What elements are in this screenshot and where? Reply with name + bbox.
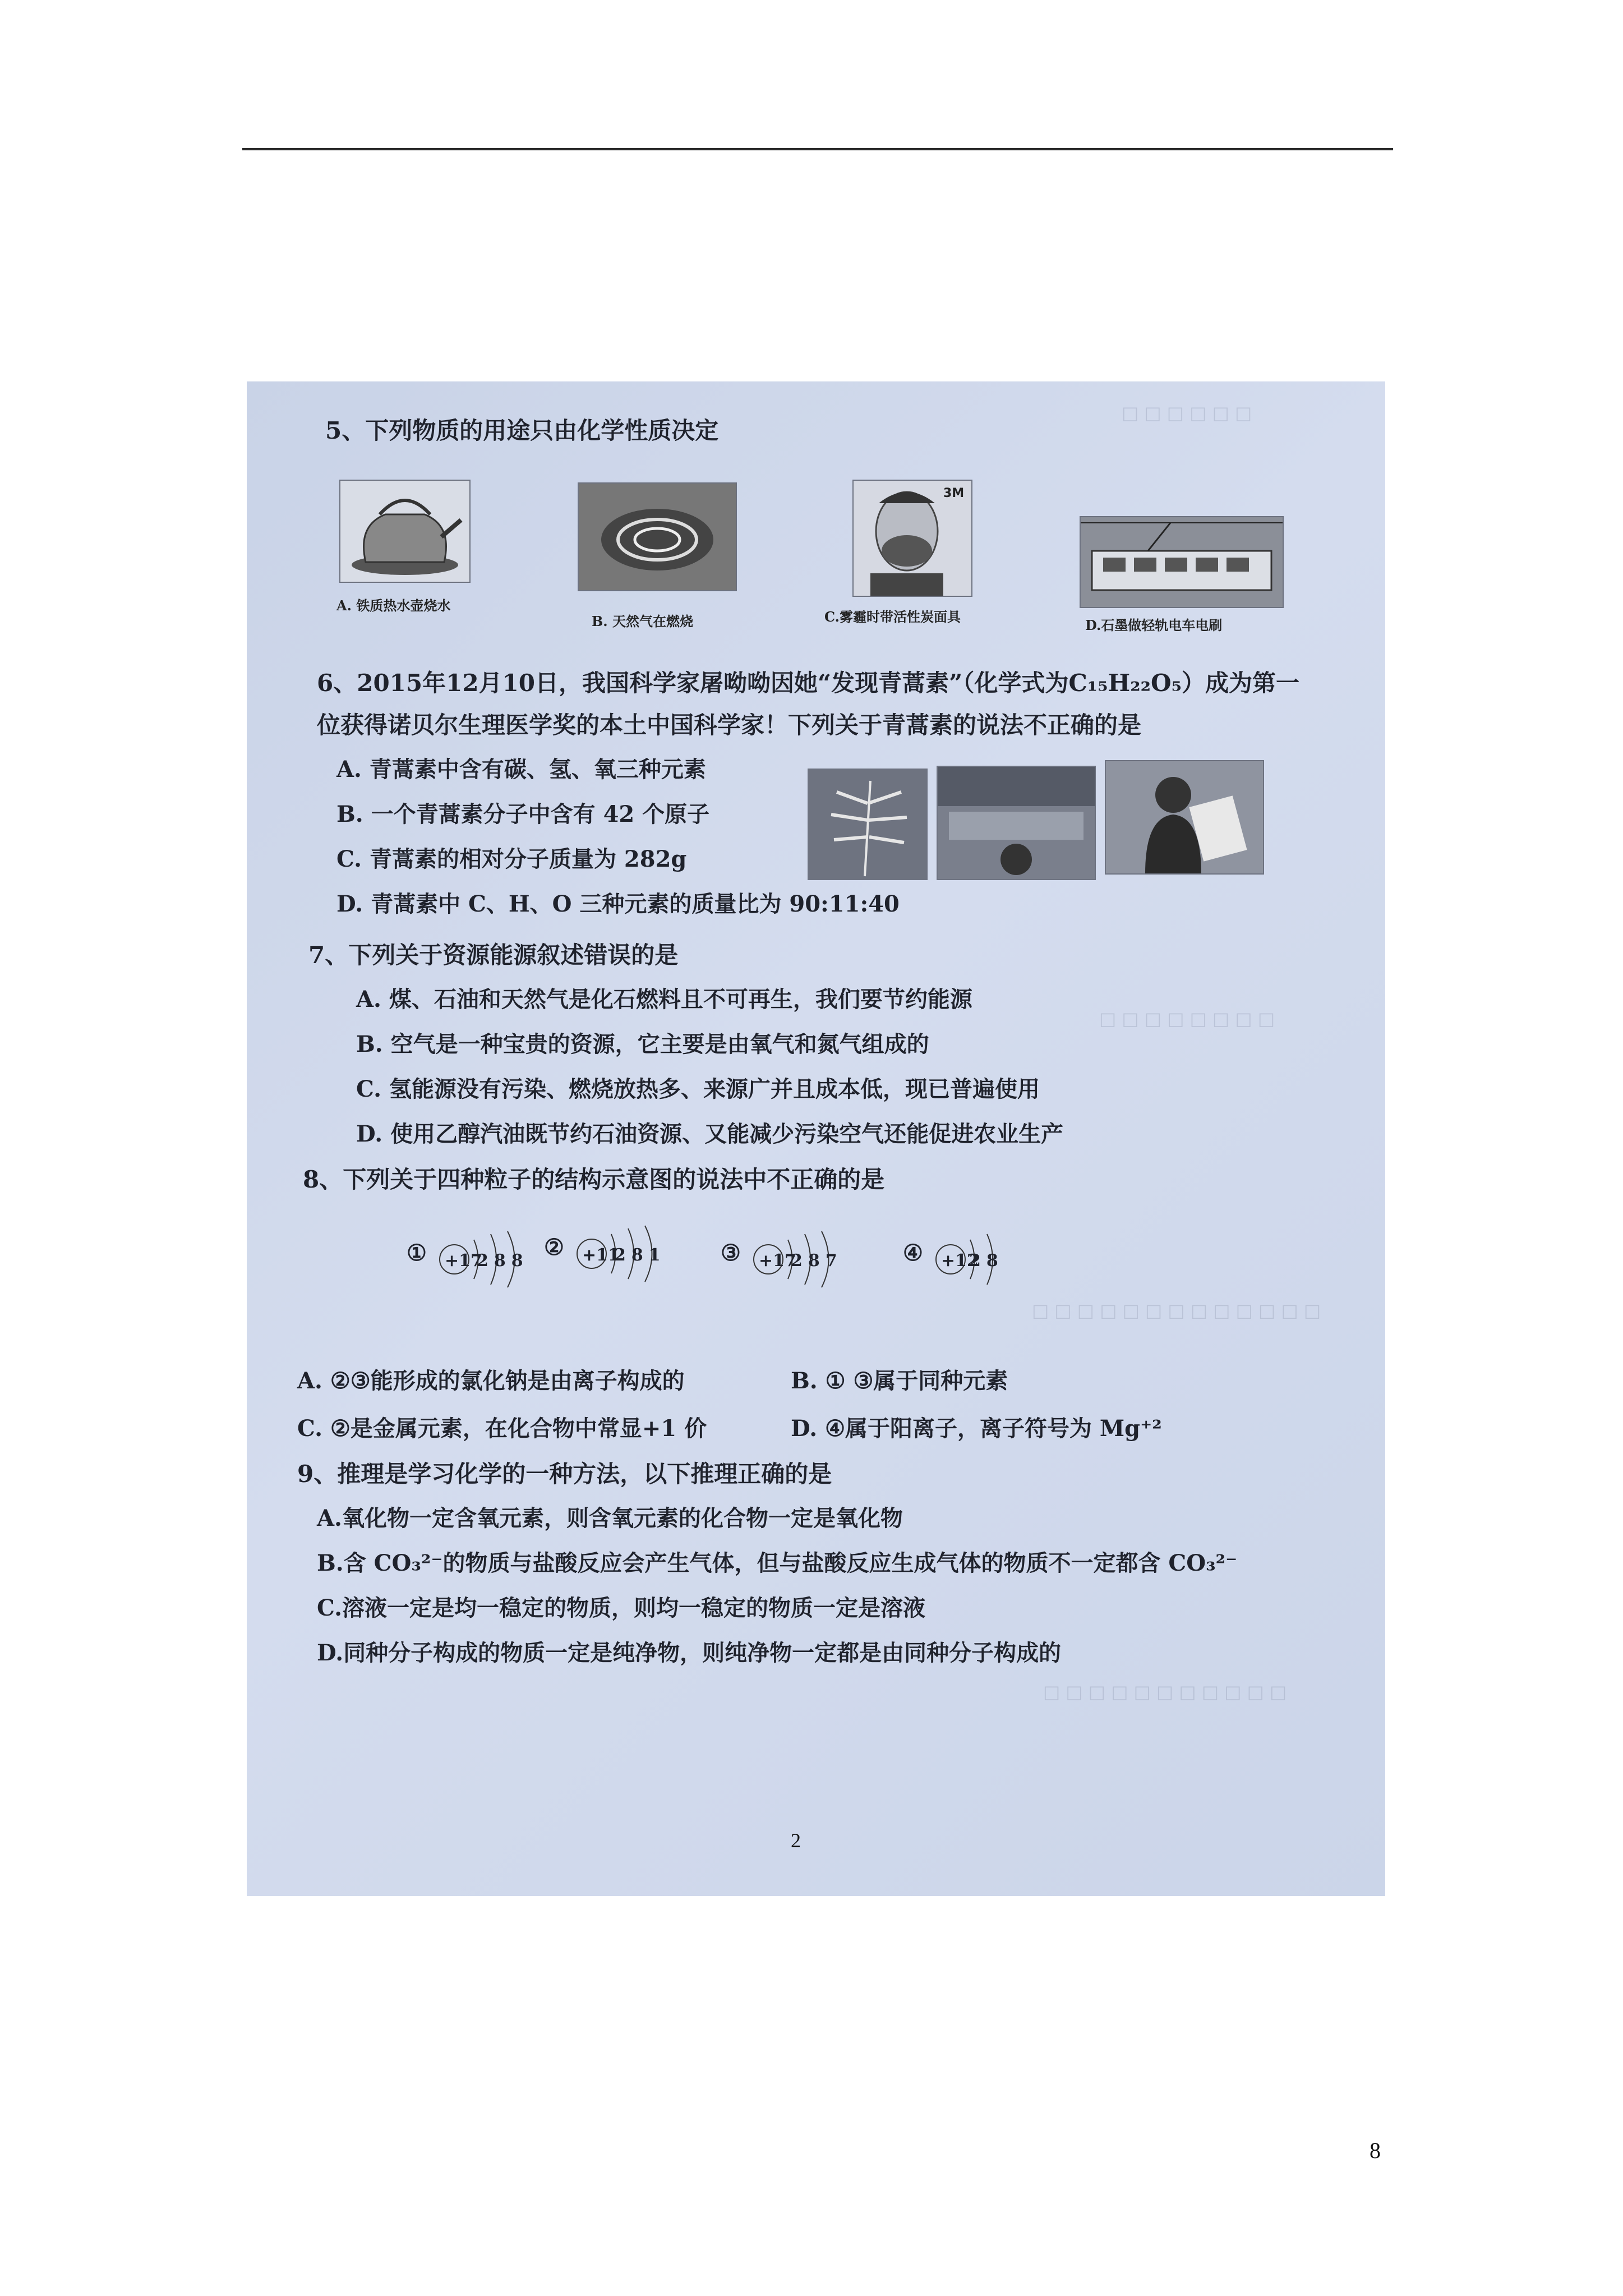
particle-2-shells: 281	[614, 1245, 666, 1265]
particle-4-nucleus: +12	[941, 1251, 979, 1271]
gas-stove-image	[578, 482, 737, 591]
kettle-image	[339, 480, 471, 583]
q5-caption-a: A. 铁质热水壶烧水	[336, 597, 451, 614]
q7-title: 7、下列关于资源能源叙述错误的是	[308, 941, 679, 969]
q8-option-a: A. ②③能形成的氯化钠是由离子构成的	[297, 1368, 685, 1394]
q5-caption-d: D.石墨做轻轨电车电刷	[1085, 617, 1223, 633]
particle-1-label: ①	[407, 1240, 427, 1266]
mask-brand-label: 3M	[943, 486, 965, 500]
q6-option-d: D. 青蒿素中 C、H、O 三种元素的质量比为 90:11:40	[336, 891, 900, 917]
scanned-page-photo: □ □ □ □ □ □ □ □ □ □ □ □ □ □ □ □ □ □ □ □ □ □ □ □ □ □ □ □ □ □ □ □ □ □ □ □ □ □ 5、下列物质的用途只由化学性质决定 A. 铁质热水壶烧水 B. 天然气在燃烧 3M C.雾霾时带活性炭面具 D.石墨做轻轨电车电刷 6、2015年12月10日，我国科学家屠呦呦因她“发现青蒿素”（化学式为C₁₅H₂₂O₅）成为第一 位获得诺贝尔生理医学奖的本土中国科学家！下列关于青蒿素的说法不正确的是 A. 青蒿素中含有碳、氢、氧三种元素 B. 一个青蒿素分子中含有 42 个原子 C. 青蒿素的相对分子质量为 282g D. 青蒿素中 C、H、O 三种元素的质量比为 90:11:40 7、下列关于资源能源叙述错误的是 A. 煤、石油和天然气是化石燃料且不可再生，我们要节约能源 B. 空气是一种宝贵的资源，它主要是由氧气和氮气组成的 C. 氢能源没有污染、燃烧放热多、来源广并且成本低，现已普遍使用 D. 使用乙醇汽油既节约石油资源、又能减少污染空气还能促进农业生产 8、下列关于四种粒子的结构示意图的说法中不正确的是 ① +17 288 ② +11 281 ③ +17 287 ④ +12 28 A. ②③能形成的氯化钠是由离子构成的 B. ① ③属于同种元素 C. ②是金属元素，在化合物中常显+1 价 D. ④属于阳离子，离子符号为 Mg⁺² 9、推理是学习化学的一种方法，以下推理正确的是 A.氧化物一定含氧元素，则含氧元素的化合物一定是氧化物 B.含 CO₃²⁻的物质与盐酸反应会产生气体，但与盐酸反应生成气体的物质不一定都含 CO₃²⁻ C.溶液一定是均一稳定的物质，则均一稳定的物质一定是溶液 D.同种分子构成的物质一定是纯净物，则纯净物一定都是由同种分子构成的 2	[247, 381, 1385, 1896]
q9-option-b: B.含 CO₃²⁻的物质与盐酸反应会产生气体，但与盐酸反应生成气体的物质不一定都含 CO₃²⁻	[317, 1550, 1238, 1576]
q7-option-b: B. 空气是一种宝贵的资源，它主要是由氧气和氮气组成的	[356, 1031, 929, 1057]
particle-1-shells: 288	[477, 1251, 529, 1271]
page-number: 8	[1370, 2138, 1381, 2163]
q5-caption-b: B. 天然气在燃烧	[592, 613, 693, 629]
particle-3-nucleus: +17	[759, 1251, 796, 1271]
particle-1-nucleus: +17	[445, 1251, 482, 1271]
q7-option-d: D. 使用乙醇汽油既节约石油资源、又能减少污染空气还能促进农业生产	[356, 1121, 1064, 1147]
artemisia-plant-image	[808, 769, 928, 880]
particle-3-shells: 287	[791, 1251, 843, 1271]
q9-option-c: C.溶液一定是均一稳定的物质，则均一稳定的物质一定是溶液	[317, 1595, 926, 1621]
q6-option-c: C. 青蒿素的相对分子质量为 282g	[336, 846, 687, 872]
q5-caption-c: C.雾霾时带活性炭面具	[824, 609, 961, 625]
q6-option-b: B. 一个青蒿素分子中含有 42 个原子	[336, 801, 710, 827]
particle-4-shells: 28	[969, 1251, 1004, 1271]
q7-option-a: A. 煤、石油和天然气是化石燃料且不可再生，我们要节约能源	[356, 986, 972, 1013]
scan-page-number: 2	[791, 1829, 801, 1852]
particle-2-label: ②	[544, 1234, 564, 1260]
tu-youyou-photo	[1105, 760, 1264, 875]
q8-option-c: C. ②是金属元素，在化合物中常显+1 价	[297, 1415, 707, 1442]
q5-title: 5、下列物质的用途只由化学性质决定	[325, 417, 719, 444]
particle-4-label: ④	[903, 1240, 923, 1266]
nobel-ceremony-image	[937, 766, 1096, 880]
q6-line2: 位获得诺贝尔生理医学奖的本土中国科学家！下列关于青蒿素的说法不正确的是	[317, 711, 1142, 739]
light-rail-image	[1080, 516, 1284, 608]
particle-2-nucleus: +11	[582, 1245, 620, 1265]
header-rule	[242, 148, 1393, 150]
q8-title: 8、下列关于四种粒子的结构示意图的说法中不正确的是	[303, 1166, 885, 1193]
q9-option-a: A.氧化物一定含氧元素，则含氧元素的化合物一定是氧化物	[317, 1505, 903, 1531]
q9-option-d: D.同种分子构成的物质一定是纯净物，则纯净物一定都是由同种分子构成的	[317, 1640, 1062, 1666]
q6-option-a: A. 青蒿素中含有碳、氢、氧三种元素	[336, 756, 706, 783]
particle-3-label: ③	[721, 1240, 741, 1266]
q6-line1: 6、2015年12月10日，我国科学家屠呦呦因她“发现青蒿素”（化学式为C₁₅H₂₂O₅）成为第一	[317, 669, 1300, 697]
q8-option-b: B. ① ③属于同种元素	[791, 1368, 1008, 1394]
face-mask-image	[852, 480, 972, 597]
q9-title: 9、推理是学习化学的一种方法，以下推理正确的是	[297, 1460, 832, 1488]
q7-option-c: C. 氢能源没有污染、燃烧放热多、来源广并且成本低，现已普遍使用	[356, 1076, 1040, 1102]
q8-option-d: D. ④属于阳离子，离子符号为 Mg⁺²	[791, 1415, 1162, 1442]
